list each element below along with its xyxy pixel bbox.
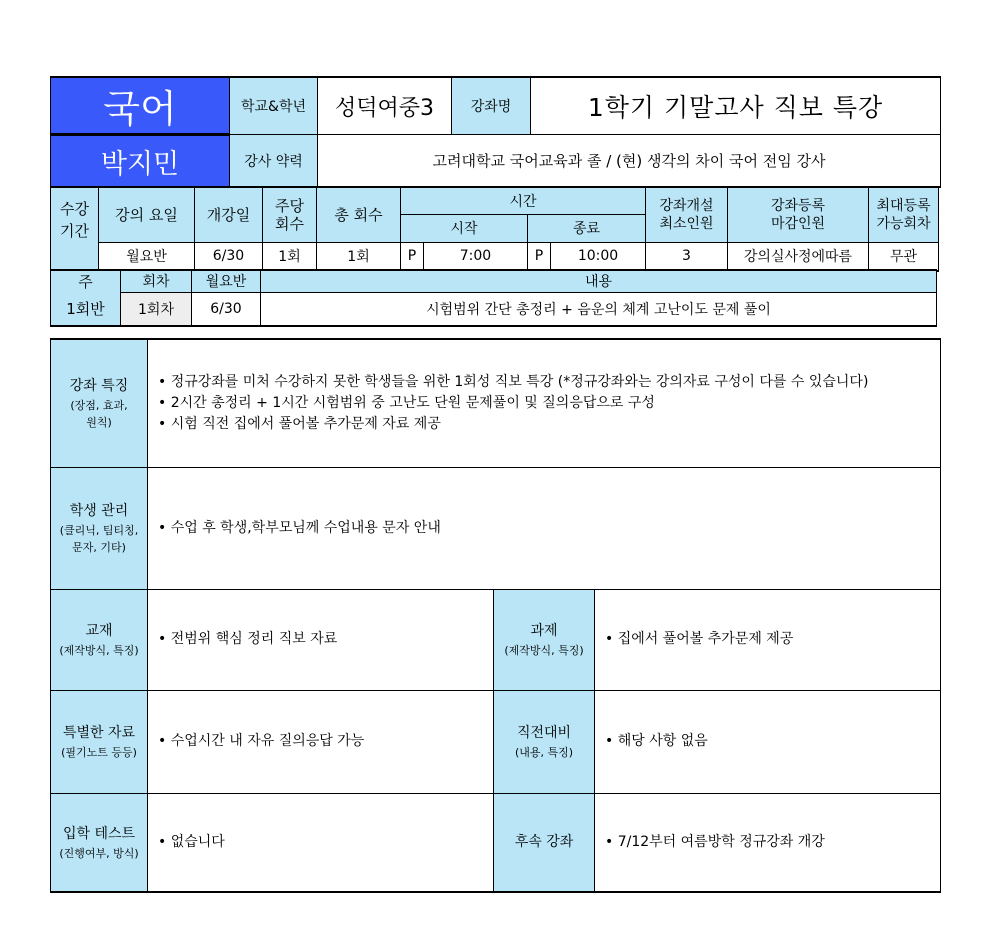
content-header: 내용 bbox=[261, 270, 937, 292]
special-content bbox=[148, 690, 494, 793]
min-students-value: 3 bbox=[646, 242, 728, 271]
total-count-value: 1회 bbox=[317, 242, 401, 271]
day-header: 강의 요일 bbox=[99, 187, 195, 242]
min-students-header: 강좌개설 최소인원 bbox=[646, 187, 728, 242]
entrance-content bbox=[148, 793, 494, 892]
week-label-top: 주 bbox=[51, 270, 121, 292]
period-label-fill bbox=[51, 242, 99, 271]
homework-header: 과제 (제작방식, 특징) bbox=[494, 589, 595, 690]
special-header: 특별한 자료 (필기노트 등등) bbox=[51, 690, 148, 793]
career-label: 강사 약력 bbox=[230, 135, 318, 188]
course-header-table bbox=[50, 76, 941, 188]
school-value: 성덕여중3 bbox=[318, 77, 452, 135]
entrance-item: • 없습니다 bbox=[158, 833, 225, 850]
prep-header: 직전대비 (내용, 특징) bbox=[494, 690, 595, 793]
management-header: 학생 관리 (클리닉, 팀티칭, 문자, 기타) bbox=[51, 467, 148, 589]
course-label: 강좌명 bbox=[452, 77, 531, 135]
feature-item: • 2시간 총정리 + 1시간 시험범위 중 고난도 단원 문제풀이 및 질의응답으로 구성 bbox=[158, 394, 655, 411]
time-header: 시간 bbox=[401, 187, 646, 215]
weekly-count-header: 주당 회수 bbox=[263, 187, 317, 242]
textbook-content bbox=[148, 589, 494, 690]
homework-content bbox=[595, 589, 941, 690]
management-content bbox=[148, 467, 941, 589]
period-label: 수강 기간 bbox=[51, 187, 99, 242]
reg-deadline-header: 강좌등록 마감인원 bbox=[728, 187, 869, 242]
week-label-bottom: 1회반 bbox=[51, 292, 121, 326]
career-value: 고려대학교 국어교육과 졸 / (현) 생각의 차이 국어 전임 강사 bbox=[318, 135, 941, 188]
course-title: 1학기 기말고사 직보 특강 bbox=[531, 77, 941, 135]
max-sessions-header: 최대등록 가능회차 bbox=[869, 187, 939, 242]
feature-content bbox=[148, 339, 941, 467]
subject-title: 국어 bbox=[51, 77, 230, 135]
session-header: 회차 bbox=[121, 270, 192, 292]
followup-item: • 7/12부터 여름방학 정규강좌 개강 bbox=[605, 833, 825, 850]
session-content: 시험범위 간단 총정리 + 음운의 체계 고난이도 문제 풀이 bbox=[261, 292, 937, 326]
feature-item: • 시험 직전 집에서 풀어볼 추가문제 자료 제공 bbox=[158, 415, 441, 432]
weekly-count-value: 1회 bbox=[263, 242, 317, 271]
start-time: 7:00 bbox=[424, 242, 528, 271]
followup-content bbox=[595, 793, 941, 892]
day-value: 월요반 bbox=[99, 242, 195, 271]
special-item: • 수업시간 내 자유 질의응답 가능 bbox=[158, 733, 365, 749]
followup-header: 후속 강좌 bbox=[494, 793, 595, 892]
course-details-table bbox=[50, 338, 941, 893]
total-count-header: 총 회수 bbox=[317, 187, 401, 242]
feature-header: 강좌 특징 (장점, 효과, 원칙) bbox=[51, 339, 148, 467]
week-day-header: 월요반 bbox=[192, 270, 261, 292]
session-value: 1회차 bbox=[121, 292, 192, 326]
open-date-header: 개강일 bbox=[195, 187, 263, 242]
feature-item: • 정규강좌를 미처 수강하지 못한 학생들을 위한 1회성 직보 특강 (*정규강좌와는 강의자료 구성이 다를 수 있습니다) bbox=[158, 373, 869, 390]
entrance-header: 입학 테스트 (진행여부, 방식) bbox=[51, 793, 148, 892]
period-table bbox=[50, 186, 939, 272]
homework-item: • 집에서 풀어볼 추가문제 제공 bbox=[605, 631, 794, 647]
prep-item: • 해당 사항 없음 bbox=[605, 733, 708, 749]
max-sessions-value: 무관 bbox=[869, 242, 939, 271]
textbook-item: • 전범위 핵심 정리 직보 자료 bbox=[158, 631, 338, 647]
session-date: 6/30 bbox=[192, 292, 261, 326]
week-schedule-table bbox=[50, 269, 937, 327]
management-item: • 수업 후 학생,학부모님께 수업내용 문자 안내 bbox=[158, 519, 441, 536]
open-date-value: 6/30 bbox=[195, 242, 263, 271]
end-time: 10:00 bbox=[551, 242, 646, 271]
start-ampm: P bbox=[401, 242, 424, 271]
end-header: 종료 bbox=[528, 215, 646, 242]
start-header: 시작 bbox=[401, 215, 528, 242]
end-ampm: P bbox=[528, 242, 551, 271]
teacher-name: 박지민 bbox=[51, 135, 230, 188]
prep-content bbox=[595, 690, 941, 793]
reg-deadline-value: 강의실사정에따름 bbox=[728, 242, 869, 271]
textbook-header: 교재 (제작방식, 특징) bbox=[51, 589, 148, 690]
school-label: 학교&학년 bbox=[230, 77, 318, 135]
